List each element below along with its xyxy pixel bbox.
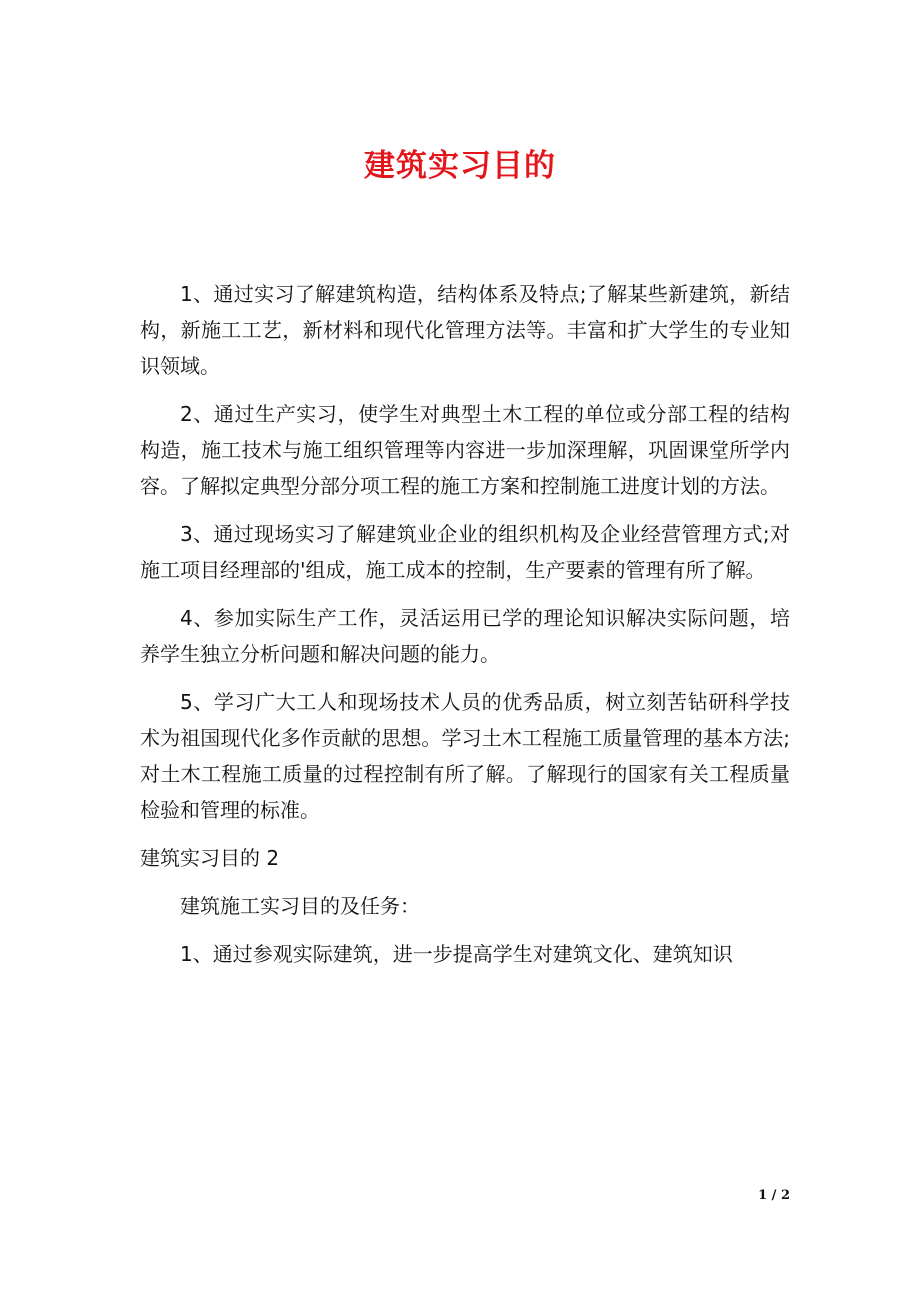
document-body (140, 276, 790, 984)
paragraph-4: 4、参加实际生产工作，灵活运用已学的理论知识解决实际问题，培养学生独立分析问题和解决问题的能力。 (140, 606, 790, 666)
section-paragraph-2: 1、通过参观实际建筑，进一步提高学生对建筑文化、建筑知识 (180, 942, 733, 966)
page-number: 1 / 2 (758, 1188, 790, 1203)
paragraph-3: 3、通过现场实习了解建筑业企业的组织机构及企业经营管理方式;对施工项目经理部的'组成，施工成本的控制，生产要素的管理有所了解。 (140, 522, 790, 582)
paragraph-2: 2、通过生产实习，使学生对典型土木工程的单位或分部工程的结构构造，施工技术与施工组织管理等内容进一步加深理解，巩固课堂所学内容。了解拟定典型分部分项工程的施工方案和控制施工进度计划的方法。 (140, 402, 790, 498)
paragraph-5: 5、学习广大工人和现场技术人员的优秀品质，树立刻苦钻研科学技术为祖国现代化多作贡献的思想。学习土木工程施工质量管理的基本方法;对土木工程施工质量的过程控制有所了解。了解现行的国家有关工程质量检验和管理的标准。 (140, 690, 790, 822)
paragraph-1: 1、通过实习了解建筑构造，结构体系及特点;了解某些新建筑，新结构，新施工工艺，新材料和现代化管理方法等。丰富和扩大学生的专业知识领域。 (140, 282, 790, 378)
section-paragraph-1: 建筑施工实习目的及任务： (180, 894, 420, 918)
section-heading: 建筑实习目的 2 (140, 846, 280, 870)
document-title: 建筑实习目的 (364, 148, 556, 184)
